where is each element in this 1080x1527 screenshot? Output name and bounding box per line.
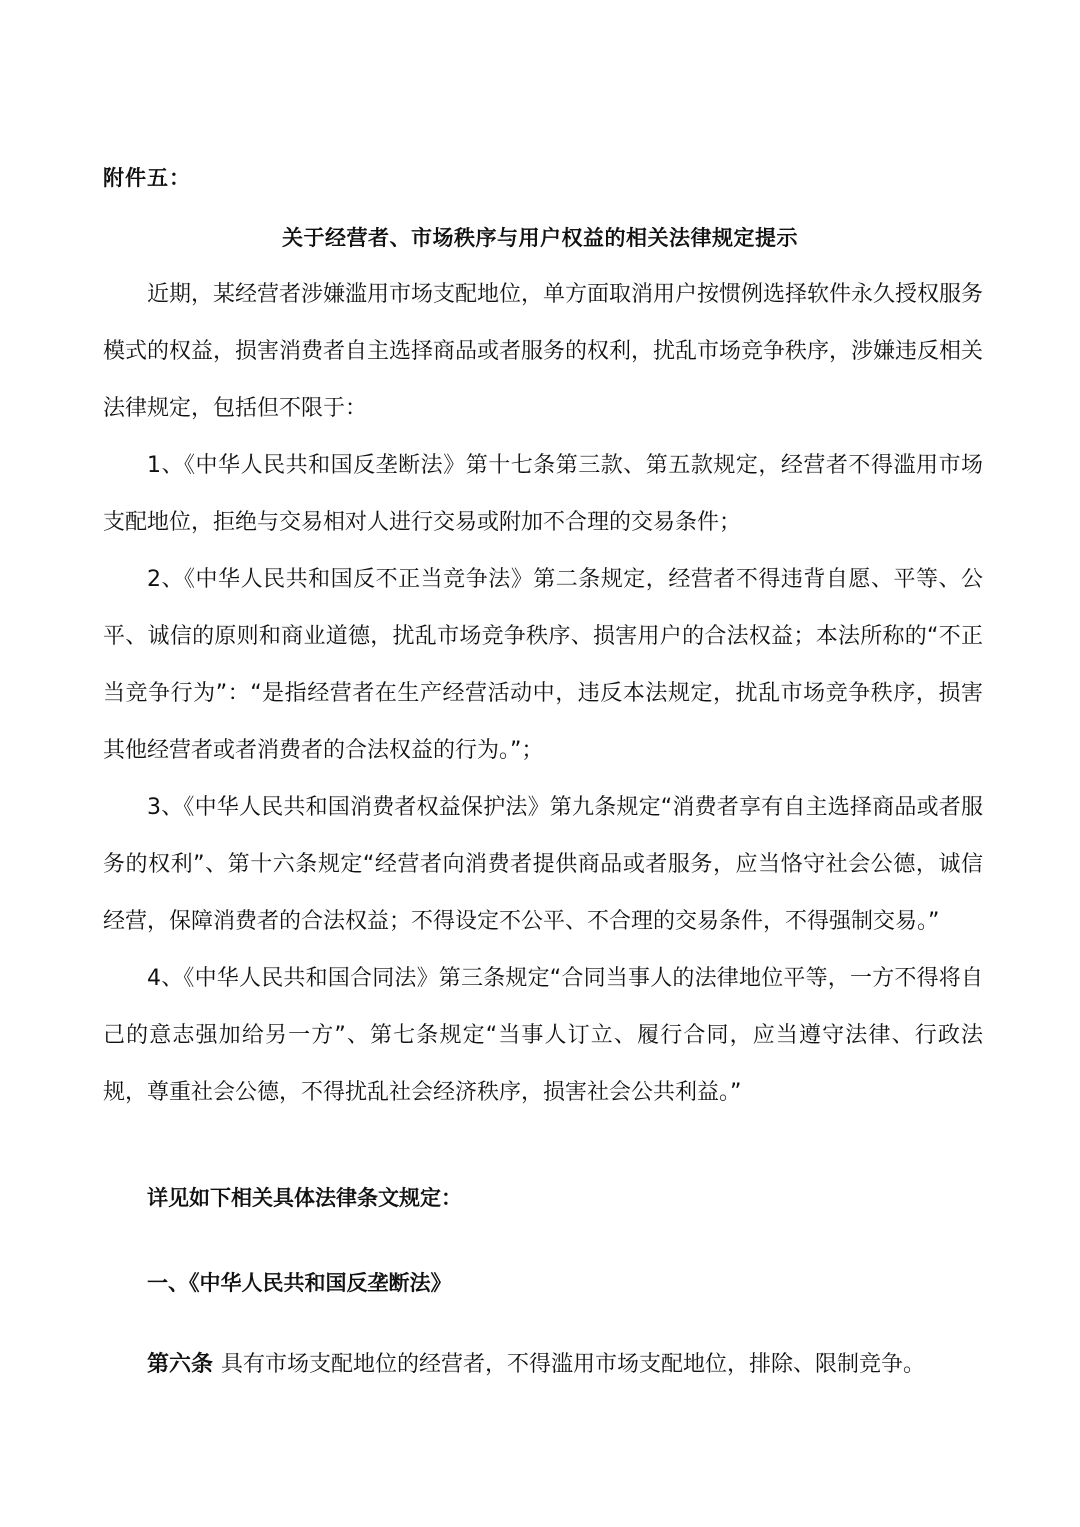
details-label: 详见如下相关具体法律条文规定： <box>147 1186 462 1210</box>
law-item-2 <box>103 551 983 779</box>
article-text: 具有市场支配地位的经营者，不得滥用市场支配地位，排除、限制竞争。 <box>221 1352 926 1377</box>
intro-text: 近期，某经营者涉嫌滥用市场支配地位，单方面取消用户按惯例选择软件永久授权服务模式的权益，损害消费者自主选择商品或者服务的权利，扰乱市场竞争秩序，涉嫌违反相关法律规定，包括但不限于： <box>103 282 984 421</box>
law-item-4 <box>103 950 983 1121</box>
law-item-3 <box>103 779 983 950</box>
law-item-text: 3、《中华人民共和国消费者权益保护法》第九条规定“消费者享有自主选择商品或者服务的权利”、第十六条规定“经营者向消费者提供商品或者服务，应当恪守社会公德，诚信经营，保障消费者的合法权益；不得设定不公平、不合理的交易条件，不得强制交易。” <box>103 795 983 934</box>
law-item-text: 4、《中华人民共和国合同法》第三条规定“合同当事人的法律地位平等，一方不得将自己的意志强加给另一方”、第七条规定“当事人订立、履行合同，应当遵守法律、行政法规，尊重社会公德，不得扰乱社会经济秩序，损害社会公共利益。” <box>103 966 983 1105</box>
law-item-1 <box>103 437 983 551</box>
law-item-text: 2、《中华人民共和国反不正当竞争法》第二条规定，经营者不得违背自愿、平等、公平、诚信的原则和商业道德，扰乱市场竞争秩序、损害用户的合法权益；本法所称的“不正当竞争行为”：“是指经营者在生产经营活动中，违反本法规定，扰乱市场竞争秩序，损害其他经营者或者消费者的合法权益的行为。”； <box>103 567 983 763</box>
section-heading: 一、《中华人民共和国反垄断法》 <box>147 1271 452 1295</box>
document-title: 关于经营者、市场秩序与用户权益的相关法律规定提示 <box>282 226 798 250</box>
article-number: 第六条 <box>147 1352 214 1377</box>
intro-paragraph <box>103 266 983 437</box>
attachment-label: 附件五： <box>103 166 191 190</box>
law-item-text: 1、《中华人民共和国反垄断法》第十七条第三款、第五款规定，经营者不得滥用市场支配地位，拒绝与交易相对人进行交易或附加不合理的交易条件； <box>103 453 983 535</box>
article-6 <box>147 1347 925 1378</box>
